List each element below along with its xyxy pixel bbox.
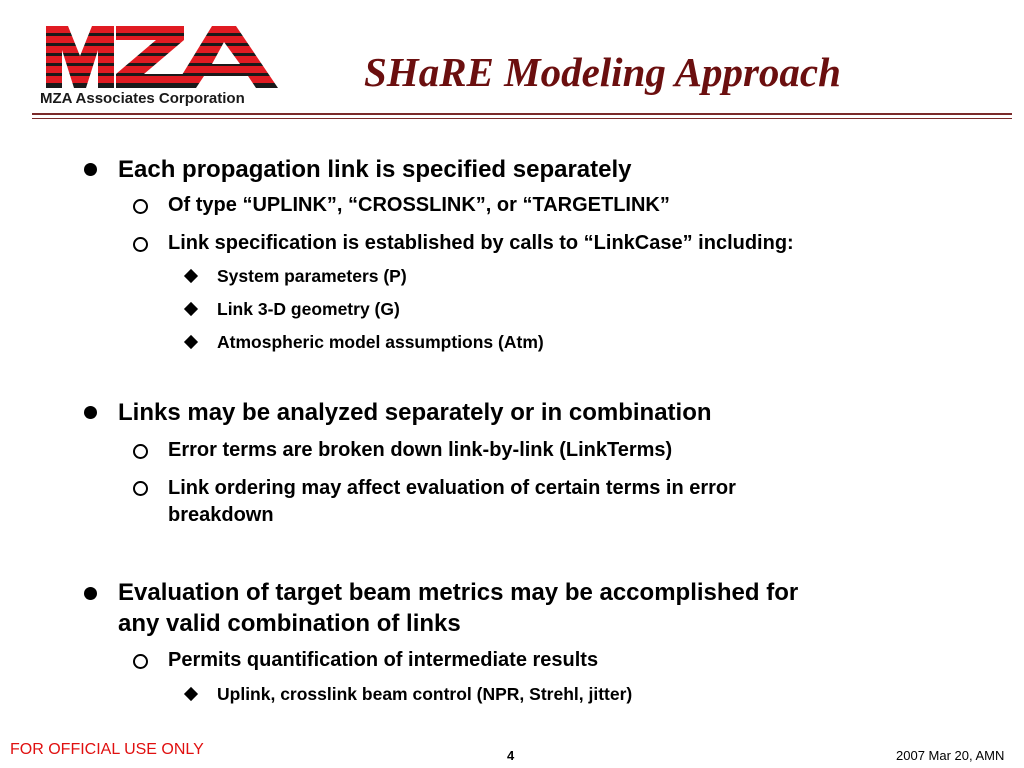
bullet-diamond-icon bbox=[184, 687, 198, 701]
bullet-level-2 bbox=[168, 475, 736, 529]
slide-title: SHaRE Modeling Approach bbox=[364, 49, 841, 95]
bullet-circle-icon bbox=[133, 444, 148, 459]
bullet-level-3 bbox=[217, 331, 544, 354]
bullet-text-line: Link ordering may affect evaluation of certain terms in error bbox=[168, 477, 736, 499]
bullet-circle-icon bbox=[133, 199, 148, 214]
bullet-text: Error terms are broken down link-by-link (LinkTerms) bbox=[168, 439, 673, 461]
bullet-level-1 bbox=[118, 154, 632, 185]
bullet-level-1 bbox=[118, 397, 712, 428]
bullet-level-3 bbox=[217, 298, 400, 321]
bullet-text: Atmospheric model assumptions (Atm) bbox=[217, 332, 544, 352]
bullet-level-2 bbox=[168, 192, 670, 219]
bullet-diamond-icon bbox=[184, 335, 198, 349]
bullet-text: Uplink, crosslink beam control (NPR, Strehl, jitter) bbox=[217, 684, 633, 704]
bullet-level-3 bbox=[217, 265, 407, 288]
bullet-level-2 bbox=[168, 230, 794, 257]
bullet-text: Permits quantification of intermediate results bbox=[168, 649, 599, 671]
bullet-circle-icon bbox=[133, 237, 148, 252]
bullet-text: Of type “UPLINK”, “CROSSLINK”, or “TARGETLINK” bbox=[168, 194, 670, 216]
bullet-text: System parameters (P) bbox=[217, 266, 407, 286]
logo-caption: MZA Associates Corporation bbox=[40, 90, 245, 107]
bullet-circle-icon bbox=[133, 481, 148, 496]
bullet-text: Link specification is established by calls to “LinkCase” including: bbox=[168, 232, 794, 254]
bullet-text-line: any valid combination of links bbox=[118, 610, 461, 637]
page-number: 4 bbox=[507, 748, 515, 763]
bullet-disc-icon bbox=[84, 406, 97, 419]
bullet-level-2 bbox=[168, 647, 598, 674]
bullet-circle-icon bbox=[133, 654, 148, 669]
bullet-level-1 bbox=[118, 577, 798, 639]
bullet-text: Links may be analyzed separately or in combination bbox=[118, 399, 712, 426]
bullet-text: Each propagation link is specified separately bbox=[118, 156, 632, 183]
bullet-disc-icon bbox=[84, 163, 97, 176]
bullet-text-line: Evaluation of target beam metrics may be accomplished for bbox=[118, 579, 799, 606]
bullet-diamond-icon bbox=[184, 269, 198, 283]
bullet-level-2 bbox=[168, 437, 672, 464]
bullet-disc-icon bbox=[84, 587, 97, 600]
bullet-text-line: breakdown bbox=[168, 504, 274, 526]
bullet-text: Link 3-D geometry (G) bbox=[217, 299, 400, 319]
date-author: 2007 Mar 20, AMN bbox=[896, 748, 1005, 763]
bullet-level-3 bbox=[217, 683, 632, 706]
classification-marking: FOR OFFICIAL USE ONLY bbox=[10, 741, 204, 758]
bullet-diamond-icon bbox=[184, 302, 198, 316]
